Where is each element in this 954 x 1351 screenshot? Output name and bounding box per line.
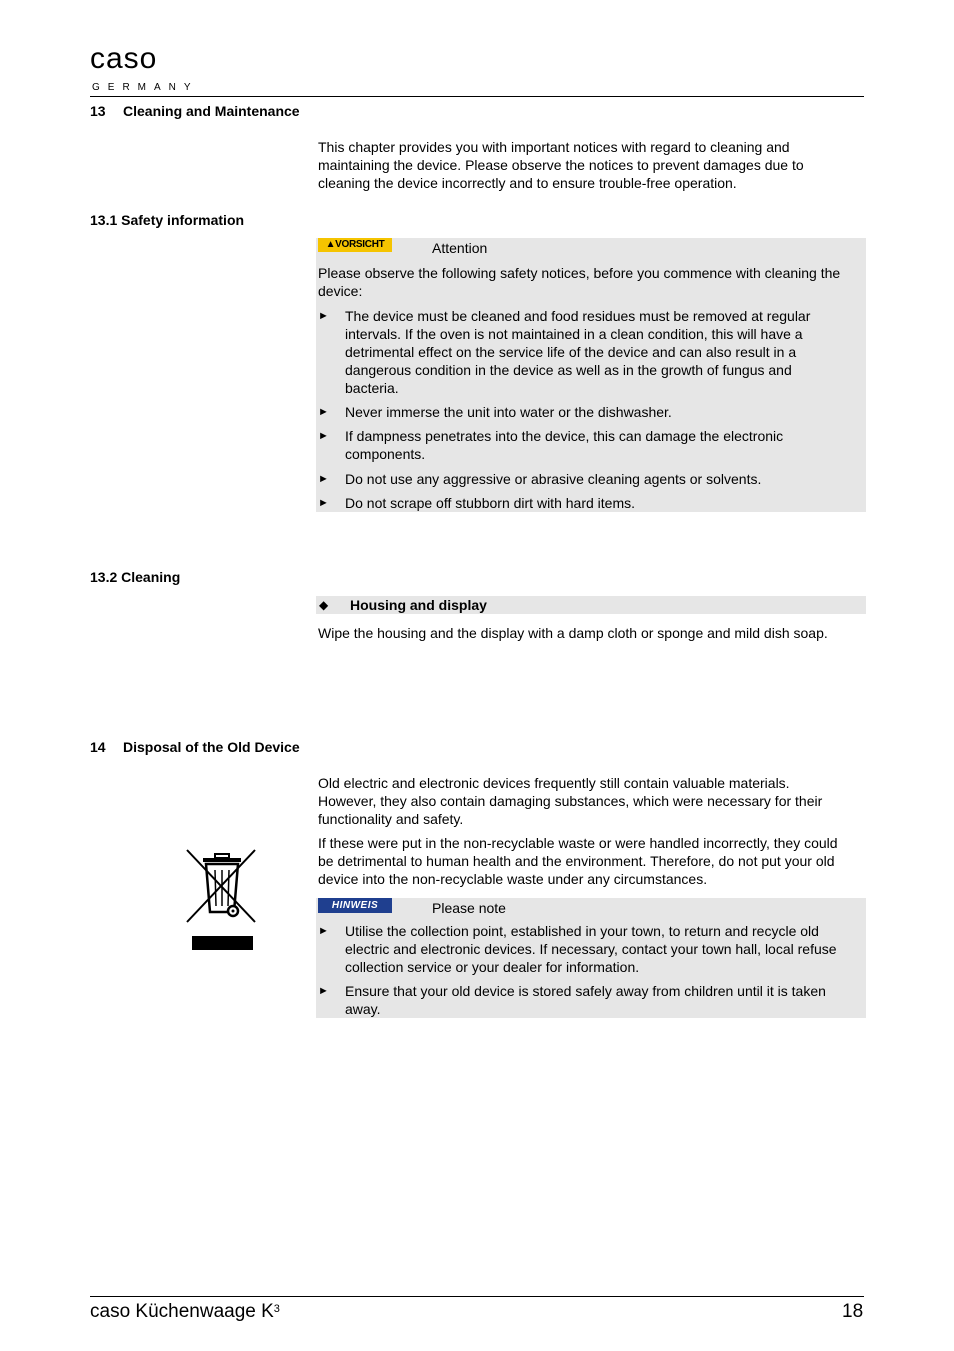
text-line: The device must be cleaned and food residues must be removed at regular bbox=[345, 308, 811, 324]
disposal-paragraph-2 bbox=[318, 834, 868, 888]
cleaning-text: Wipe the housing and the display with a damp cloth or sponge and mild dish soap. bbox=[318, 625, 828, 641]
section-13-1-heading: 13.1 Safety information bbox=[90, 212, 245, 228]
section-title: Cleaning and Maintenance bbox=[123, 103, 300, 119]
text-line: be detrimental to human health and the environment. Therefore, do not put your old bbox=[318, 853, 835, 869]
footer-rule bbox=[90, 1296, 864, 1297]
bullet-arrow-icon: ► bbox=[318, 925, 329, 937]
text-line: dangerous condition in the device as well as in the growth of fungus and bbox=[345, 362, 792, 378]
product-superscript: 3 bbox=[273, 1303, 280, 1315]
vorsicht-warning-badge: ▲VORSICHT bbox=[318, 238, 392, 252]
text-line: electric and electronic devices. If necessary, contact your town hall, local refuse bbox=[345, 941, 837, 957]
text-line: cleaning the device incorrectly and to ensure trouble-free operation. bbox=[318, 175, 737, 191]
text-line: detrimental effect on the service life of the device and can also result in a bbox=[345, 344, 797, 360]
warning-title: Attention bbox=[432, 240, 488, 256]
note-title: Please note bbox=[432, 900, 506, 916]
housing-display-bar bbox=[316, 596, 866, 614]
header-rule bbox=[90, 96, 864, 97]
bullet-arrow-icon: ► bbox=[318, 473, 329, 485]
logo-text: caso bbox=[90, 42, 158, 75]
bullet-arrow-icon: ► bbox=[318, 497, 329, 509]
section-13-heading bbox=[90, 102, 300, 120]
text-line: Utilise the collection point, established in your town, to return and recycle old bbox=[345, 923, 819, 939]
text-line: collection service or your dealer for information. bbox=[345, 959, 640, 975]
text-line: If dampness penetrates into the device, this can damage the electronic bbox=[345, 428, 784, 444]
text-line: maintaining the device. Please observe the notices to prevent damages due to bbox=[318, 157, 804, 173]
hinweis-note-badge: HINWEIS bbox=[318, 898, 392, 913]
bullet-arrow-icon: ► bbox=[318, 430, 329, 442]
please-note-box bbox=[316, 898, 866, 1018]
footer-product-name bbox=[90, 1300, 280, 1324]
section-title: Disposal of the Old Device bbox=[123, 739, 300, 755]
page-number: 18 bbox=[842, 1301, 864, 1322]
bullet-arrow-icon: ► bbox=[318, 310, 329, 322]
disposal-paragraph-1 bbox=[318, 774, 864, 828]
text-line: components. bbox=[345, 446, 426, 462]
text-line: away. bbox=[345, 1001, 381, 1017]
logo-subtitle: GERMANY bbox=[92, 82, 199, 93]
text-line: However, they also contain damaging substances, which were necessary for their bbox=[318, 793, 823, 809]
text-line: Ensure that your old device is stored safely away from children until it is taken bbox=[345, 983, 826, 999]
section-13-2-heading: 13.2 Cleaning bbox=[90, 569, 181, 585]
text-line: This chapter provides you with important notices with regard to cleaning and bbox=[318, 139, 790, 155]
diamond-icon: ◆ bbox=[319, 598, 329, 612]
text-line: Never immerse the unit into water or the dishwasher. bbox=[345, 404, 672, 420]
text-line: functionality and safety. bbox=[318, 811, 464, 827]
text-line: intervals. If the oven is not maintained in a clean condition, this will have a bbox=[345, 326, 803, 342]
text-line: Do not scrape off stubborn dirt with hard items. bbox=[345, 495, 635, 511]
safety-warning-box bbox=[316, 238, 866, 512]
section-14-heading bbox=[90, 738, 300, 756]
product-name: caso Küchenwaage K bbox=[90, 1301, 274, 1322]
text-line: device into the non-recyclable waste under any circumstances. bbox=[318, 871, 708, 887]
subheading: Housing and display bbox=[350, 597, 487, 613]
text-line: Old electric and electronic devices frequently still contain valuable materials. bbox=[318, 775, 790, 791]
text-line: device: bbox=[318, 283, 363, 299]
bullet-arrow-icon: ► bbox=[318, 985, 329, 997]
text-line: Do not use any aggressive or abrasive cleaning agents or solvents. bbox=[345, 471, 762, 487]
section-number: 14 bbox=[90, 739, 106, 755]
bullet-arrow-icon: ► bbox=[318, 406, 329, 418]
section-13-intro bbox=[318, 138, 864, 192]
crossed-out-bin-icon bbox=[185, 848, 259, 952]
text-line: Please observe the following safety notices, before you commence with cleaning the bbox=[318, 265, 841, 281]
section-number: 13 bbox=[90, 103, 106, 119]
warning-lead bbox=[318, 264, 864, 300]
text-line: bacteria. bbox=[345, 380, 399, 396]
caso-logo bbox=[78, 44, 208, 96]
text-line: If these were put in the non-recyclable waste or were handled incorrectly, they could bbox=[318, 835, 838, 851]
